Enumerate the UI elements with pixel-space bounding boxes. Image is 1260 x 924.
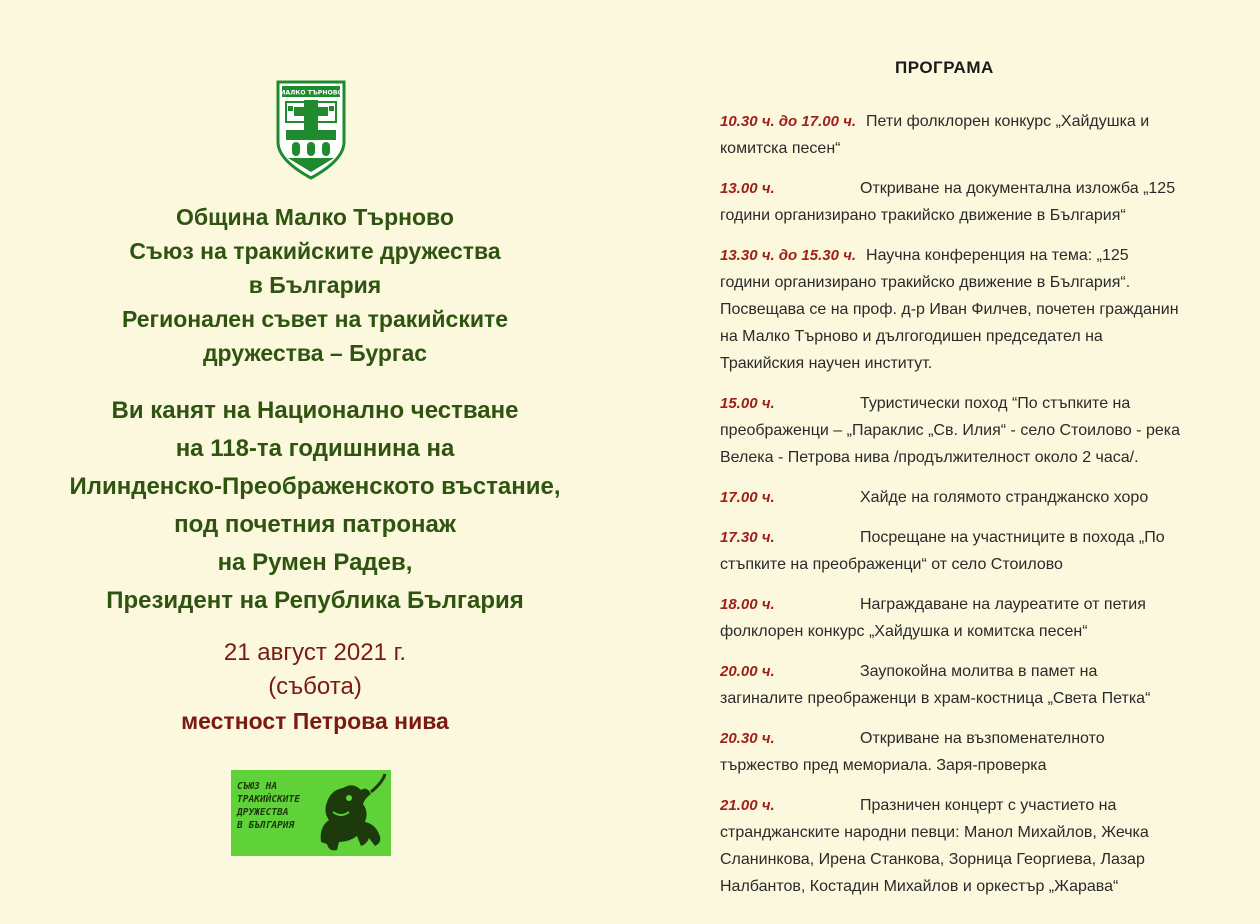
program-item-text: Празничен концерт с участието на странджанските народни певци: Манол Михайлов, Жечка Сланинкова, Ирена Станкова, Зорница Георгиева, Лазар Налбантов, Костадин Михайлов и оркестър „Жарава“	[720, 797, 1149, 895]
invitation-line: Илинденско-Преображенското въстание,	[69, 473, 561, 500]
program-item	[720, 658, 1180, 712]
program-item-text: Откриване на документална изложба „125 години организирано тракийско движение в България“	[720, 180, 1176, 224]
lion-icon	[309, 772, 389, 854]
program-item-time: 17.00 ч.	[720, 489, 775, 506]
program-item-text: Посрещане на участниците в похода „По стъпките на преображенци“ от село Стоилово	[720, 529, 1165, 573]
malko-tarnovo-crest-icon	[276, 80, 346, 180]
organizer-line: дружества – Бургас	[202, 340, 428, 366]
invitation-line: на 118-та годишнина на	[175, 435, 455, 462]
union-logo-line: СЪЮЗ НА	[237, 781, 278, 792]
program-item	[720, 175, 1180, 229]
program-item	[720, 725, 1180, 779]
program-item-time: 17.30 ч.	[720, 529, 775, 546]
program-column	[700, 0, 1220, 924]
program-item	[720, 108, 1180, 162]
event-details	[20, 636, 610, 738]
program-item-text: Хайде на голямото странджанско хоро	[860, 489, 1149, 506]
invitation-text	[20, 392, 610, 620]
program-item-time: 21.00 ч.	[720, 797, 775, 814]
program-item	[720, 524, 1180, 578]
organizers-block	[20, 200, 610, 370]
program-item	[720, 591, 1180, 645]
invitation-line: под почетния патронаж	[174, 511, 456, 538]
crest-label: МАЛКО ТЪРНОВО	[279, 89, 343, 97]
thracian-union-logo	[231, 770, 391, 856]
program-schedule	[720, 108, 1180, 913]
organizer-line: Регионален съвет на тракийските	[121, 306, 509, 332]
program-item-text: Научна конференция на тема: „125 години организирано тракийско движение в България“. Посвещава се на проф. д-р Иван Филчев, почетен гражданин на Малко Търново и дългогодишен председател на Тракийския научен институт.	[720, 247, 1179, 372]
program-item-text: Туристически поход “По стъпките на преображенци – „Параклис „Св. Илия“ - село Стоилово - река Велека - Петрова нива /продължителност около 2 часа/.	[720, 395, 1180, 466]
invitation-line: на Румен Радев,	[217, 549, 413, 576]
union-logo-text	[237, 780, 317, 832]
program-item-text: Откриване на възпоменателното тържество пред мемориала. Заря-проверка	[720, 730, 1105, 774]
union-logo-line: ДРУЖЕСТВА	[237, 807, 289, 818]
program-item	[720, 242, 1180, 377]
union-logo-line: ТРАКИЙСКИТЕ	[237, 794, 300, 805]
invitation-line: Президент на Република България	[106, 587, 524, 614]
organizer-line: в България	[248, 272, 382, 298]
program-item	[720, 390, 1180, 471]
organizer-line: Съюз на тракийските дружества	[129, 238, 501, 264]
program-item-time: 13.30 ч. до 15.30 ч.	[720, 247, 857, 264]
organizer-line: Община Малко Търново	[176, 204, 454, 230]
program-item-text: Заупокойна молитва в памет на загиналите преображенци в храм-костница „Света Петка“	[720, 663, 1151, 707]
invitation-line: Ви канят на Национално честване	[111, 397, 519, 424]
program-item-text: Пети фолклорен конкурс „Хайдушка и комитска песен“	[720, 113, 1150, 157]
program-title: ПРОГРАМА	[895, 58, 994, 77]
program-item-time: 15.00 ч.	[720, 395, 775, 412]
union-logo-line: В БЪЛГАРИЯ	[237, 820, 295, 831]
event-weekday: (събота)	[268, 673, 362, 700]
program-item-time: 20.30 ч.	[720, 730, 775, 747]
program-item	[720, 792, 1180, 900]
program-item-time: 13.00 ч.	[720, 180, 775, 197]
event-place: местност Петрова нива	[181, 708, 449, 734]
program-item-time: 20.00 ч.	[720, 663, 775, 680]
program-item-time: 18.00 ч.	[720, 596, 775, 613]
event-date: 21 август 2021 г.	[223, 639, 407, 666]
program-item-time: 10.30 ч. до 17.00 ч.	[720, 113, 857, 130]
program-item	[720, 484, 1180, 511]
program-item-text: Награждаване на лауреатите от петия фолклорен конкурс „Хайдушка и комитска песен“	[720, 596, 1146, 640]
